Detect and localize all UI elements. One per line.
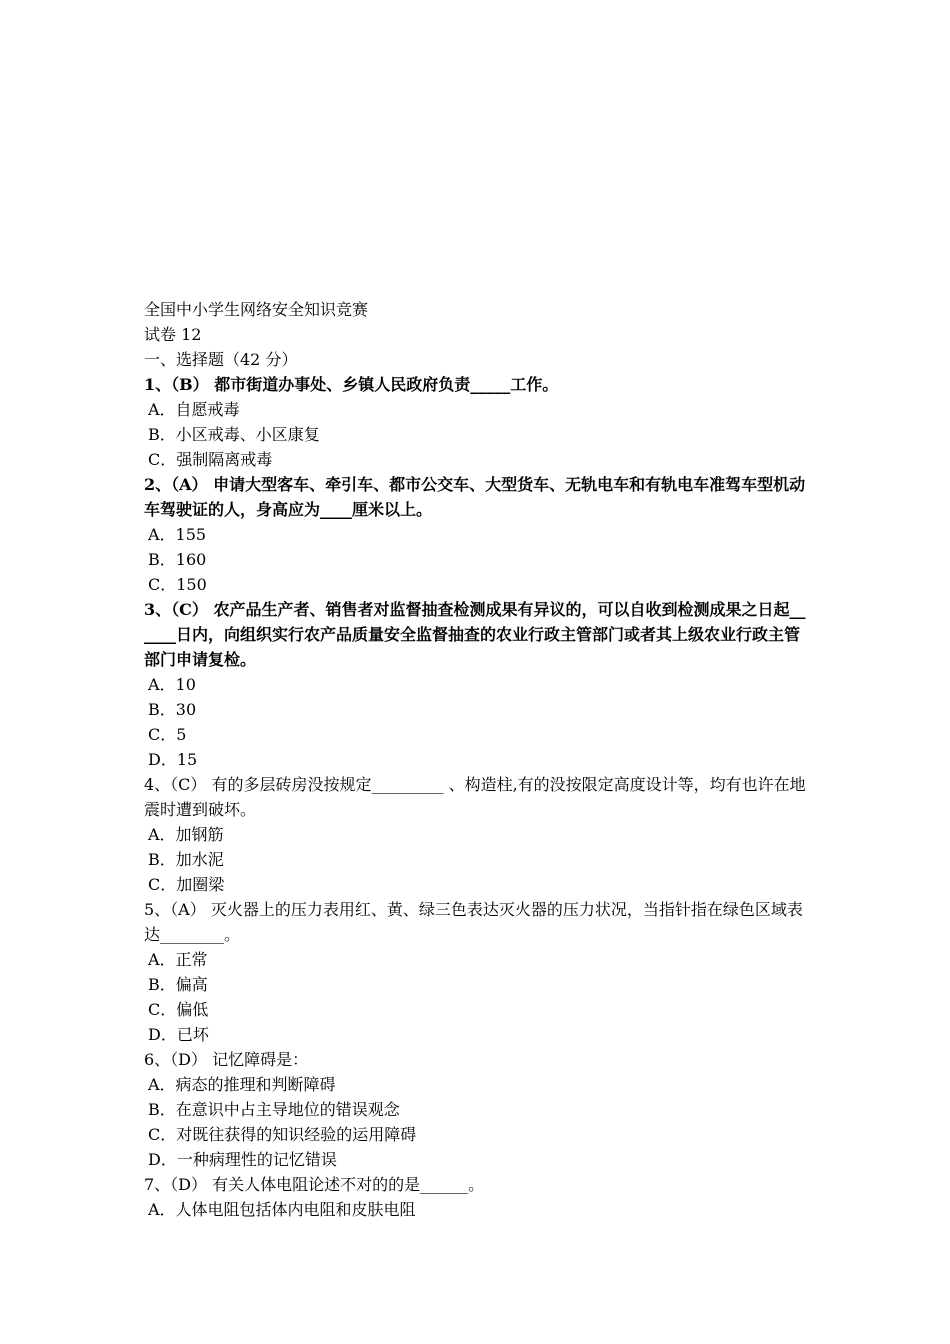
question-text: 2、（A） 申请大型客车、牵引车、都市公交车、大型货车、无轨电车和有轨电车准驾车型机动车驾驶证的人，身高应为____厘米以上。 — [144, 475, 806, 519]
paper-number: 试卷 12 — [144, 325, 202, 344]
option: D．15 — [148, 750, 198, 769]
question-5 — [144, 897, 810, 1047]
option: B．30 — [148, 700, 197, 719]
question-text: 3、（C） 农产品生产者、销售者对监督抽查检测成果有异议的，可以自收到检测成果之日起______日内，向组织实行农产品质量安全监督抽查的农业行政主管部门或者其上级农业行政主管部门申请复检。 — [144, 600, 806, 669]
option: C．加圈梁 — [148, 875, 225, 894]
question-6 — [144, 1047, 810, 1172]
option: B．加水泥 — [148, 850, 224, 869]
option: B．小区戒毒、小区康复 — [148, 425, 320, 444]
question-2 — [144, 472, 810, 597]
option: A．加钢筋 — [148, 825, 224, 844]
question-text: 4、（C） 有的多层砖房没按规定_________ 、构造柱,有的没按限定高度设计等，均有也许在地震时遭到破坏。 — [144, 775, 806, 819]
option: B．偏高 — [148, 975, 208, 994]
option: D．一种病理性的记忆错误 — [148, 1150, 337, 1169]
option: C．对既往获得的知识经验的运用障碍 — [148, 1125, 417, 1144]
question-3 — [144, 597, 810, 772]
option: A．正常 — [148, 950, 208, 969]
option: C．强制隔离戒毒 — [148, 450, 273, 469]
question-7 — [144, 1172, 810, 1222]
question-1 — [144, 372, 810, 472]
option: A．病态的推理和判断障碍 — [148, 1075, 336, 1094]
question-4 — [144, 772, 810, 897]
document-title: 全国中小学生网络安全知识竞赛 — [144, 300, 369, 319]
option: D．已坏 — [148, 1025, 209, 1044]
document-body — [144, 297, 810, 1222]
option: A．10 — [148, 675, 196, 694]
question-text: 7、（D） 有关人体电阻论述不对的的是______。 — [144, 1175, 485, 1194]
option: C．150 — [148, 575, 207, 594]
option: A．人体电阻包括体内电阻和皮肤电阻 — [148, 1200, 416, 1219]
question-text: 6、（D） 记忆障碍是： — [144, 1050, 309, 1069]
option: C．5 — [148, 725, 187, 744]
option: A．自愿戒毒 — [148, 400, 240, 419]
question-text: 5、（A） 灭火器上的压力表用红、黄、绿三色表达灭火器的压力状况，当指针指在绿色区域表达________。 — [144, 900, 803, 944]
option: B．在意识中占主导地位的错误观念 — [148, 1100, 400, 1119]
section-heading: 一、选择题（42 分） — [144, 350, 298, 369]
question-text: 1、（B） 都市街道办事处、乡镇人民政府负责_____工作。 — [144, 375, 559, 394]
option: A．155 — [148, 525, 207, 544]
option: C．偏低 — [148, 1000, 209, 1019]
option: B．160 — [148, 550, 207, 569]
